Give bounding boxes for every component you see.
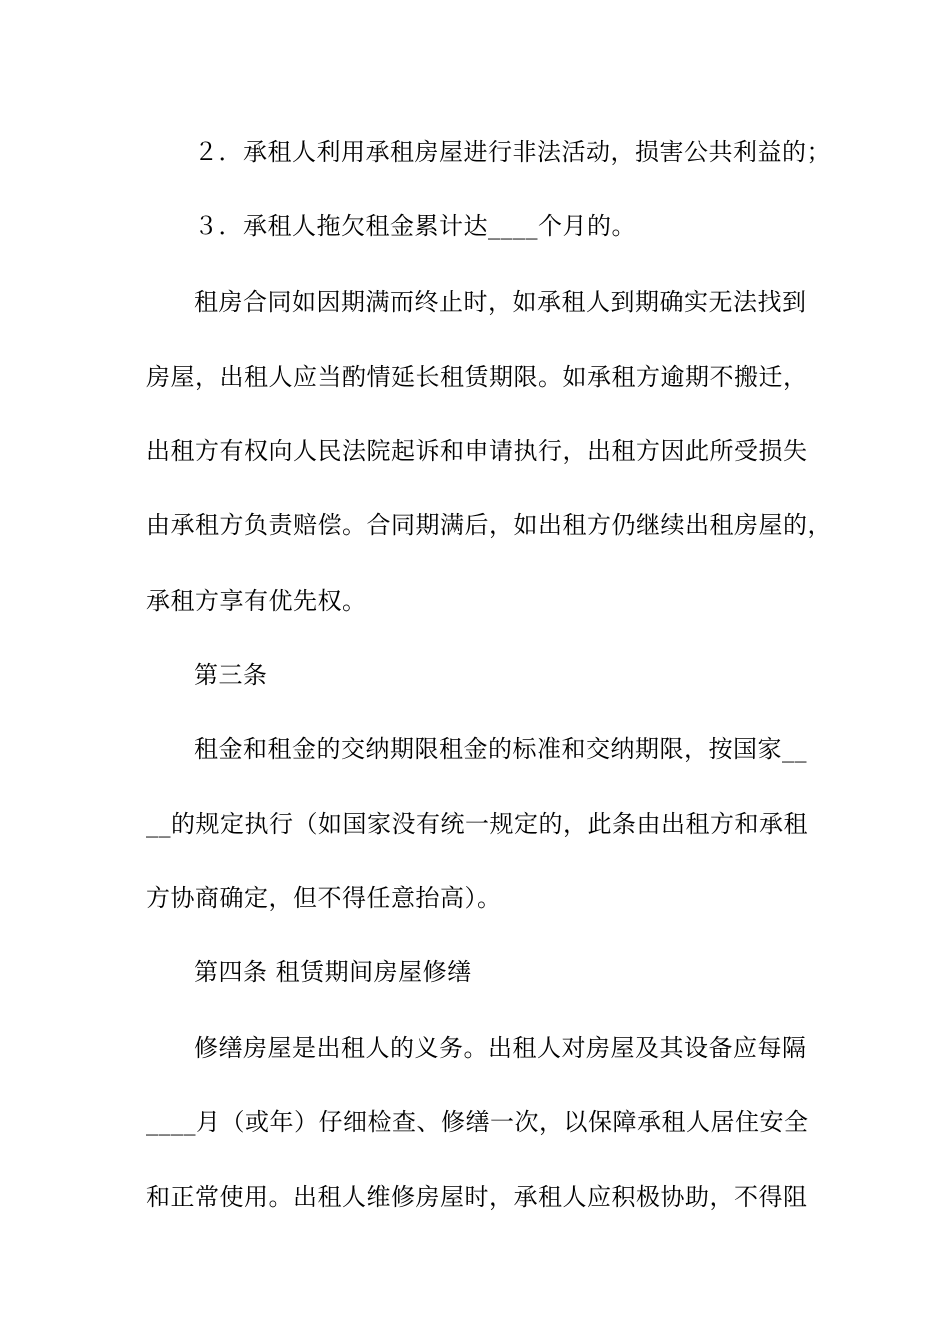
- paragraph-line: 方协商确定，但不得任意抬高）。: [146, 884, 502, 912]
- paragraph-line: 租金和租金的交纳期限租金的标准和交纳期限，按国家__: [194, 735, 807, 763]
- paragraph-line: 出租方有权向人民法院起诉和申请执行，出租方因此所受损失: [146, 437, 808, 465]
- paragraph-line: 租房合同如因期满而终止时，如承租人到期确实无法找到: [194, 288, 807, 316]
- article-heading: 第四条 租赁期间房屋修缮: [194, 958, 472, 986]
- clause-item-2: ２．承租人利用承租房屋进行非法活动，损害公共利益的；: [194, 138, 831, 166]
- paragraph-line: __的规定执行（如国家没有统一规定的，此条由出租方和承租: [146, 810, 808, 838]
- paragraph-line: 修缮房屋是出租人的义务。出租人对房屋及其设备应每隔: [194, 1034, 807, 1062]
- paragraph-line: 房屋，出租人应当酌情延长租赁期限。如承租方逾期不搬迁，: [146, 363, 808, 391]
- clause-item-3: ３．承租人拖欠租金累计达____个月的。: [194, 212, 636, 240]
- paragraph-line: ____月（或年）仔细检查、修缮一次，以保障承租人居住安全: [146, 1108, 809, 1136]
- paragraph-line: 承租方享有优先权。: [146, 587, 367, 615]
- article-heading: 第三条: [194, 661, 268, 689]
- paragraph-line: 由承租方负责赔偿。合同期满后，如出租方仍继续出租房屋的，: [146, 511, 832, 539]
- paragraph-line: 和正常使用。出租人维修房屋时，承租人应积极协助，不得阻: [146, 1183, 808, 1211]
